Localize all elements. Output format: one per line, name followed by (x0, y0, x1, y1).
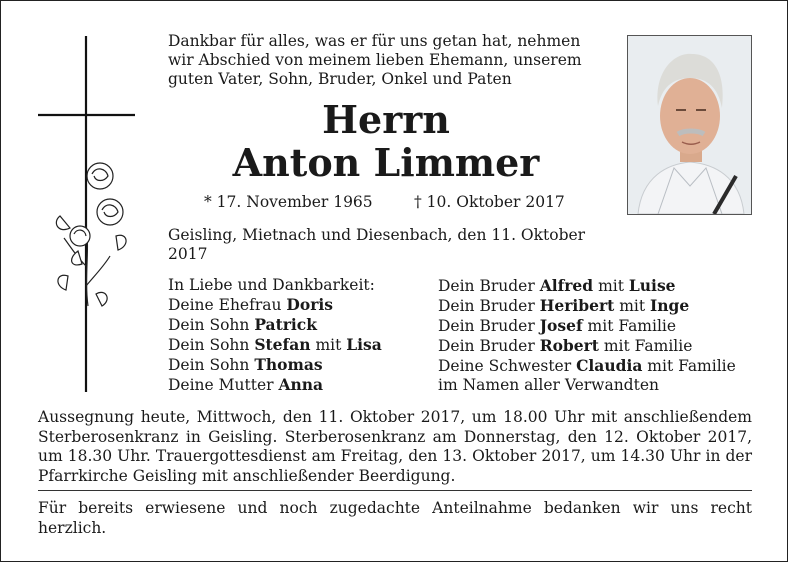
service-details: Aussegnung heute, Mittwoch, den 11. Oktober 2017, um 18.00 Uhr mit anschließendem Sterberosenkranz in Geisling. Sterberosenkranz am Donnerstag, den 12. Oktober 2017, um 18.30 Uhr. Trauergottesdienst am Freitag, den 13. Oktober 2017, um 14.30 Uhr in der Pfarrkirche Geisling mit anschließender Beerdigung. (38, 408, 752, 485)
mourner-relation: mit Familie (598, 337, 693, 355)
mourner-relation: Deine Ehefrau (168, 296, 287, 314)
mourner-relation: Dein Sohn (168, 316, 255, 334)
mourner-line (438, 316, 758, 336)
mourner-relation: Dein Bruder (438, 317, 540, 335)
mourner-line (168, 335, 428, 355)
mourner-relation: Dein Bruder (438, 337, 540, 355)
mourner-relation: Dein Sohn (168, 356, 255, 374)
place-and-date: Geisling, Mietnach und Diesenbach, den 11. Oktober 2017 (168, 226, 586, 263)
birth-date: * 17. November 1965 (204, 193, 373, 211)
mourner-name: Luise (628, 276, 676, 295)
mourner-relation: Dein Bruder (438, 277, 540, 295)
mourner-relation: mit (614, 297, 651, 315)
mourner-name: Heribert (539, 296, 615, 315)
mourner-relation: mit Familie (642, 357, 736, 375)
mourner-name: Josef (539, 316, 583, 335)
mourner-relation: mit (593, 277, 629, 295)
mourner-name: Alfred (539, 276, 594, 295)
mourner-name: Patrick (254, 315, 317, 334)
mourner-line (168, 276, 428, 295)
mourner-relation: im Namen aller Verwandten (438, 376, 659, 394)
mourner-name: Thomas (254, 355, 323, 374)
mourner-relation: Dein Bruder (438, 297, 540, 315)
mourner-name: Inge (650, 296, 690, 315)
thanks-text: Für bereits erwiesene und noch zugedachte Anteilnahme bedanken wir uns recht herzlich. (38, 499, 752, 537)
death-date: † 10. Oktober 2017 (414, 193, 565, 211)
mourner-relation: In Liebe und Dankbarkeit: (168, 276, 375, 294)
mourner-line (168, 375, 428, 395)
mourner-relation: mit (310, 336, 347, 354)
mourner-name: Doris (286, 295, 333, 314)
mourner-relation: Deine Mutter (168, 376, 279, 394)
mourner-name: Anna (278, 375, 324, 394)
intro-text: Dankbar für alles, was er für uns getan hat, nehmen wir Abschied von meinem lieben Ehemann, unserem guten Vater, Sohn, Bruder, Onkel und Paten (168, 32, 582, 88)
mourner-relation: Dein Sohn (168, 336, 255, 354)
deceased-name: Anton Limmer (232, 140, 540, 185)
mourner-relation: Deine Schwester (438, 357, 577, 375)
portrait-photo (627, 35, 752, 215)
mourner-line (168, 315, 428, 335)
mourner-name: Robert (539, 336, 599, 355)
mourner-name: Lisa (346, 335, 382, 354)
divider (38, 490, 752, 491)
mourner-line (438, 376, 758, 395)
mourner-name: Claudia (576, 356, 643, 375)
mourner-name: Stefan (254, 335, 311, 354)
cross-with-roses-icon (38, 36, 138, 392)
mourner-line (438, 276, 758, 296)
mourner-line (168, 295, 428, 315)
mourners-left-list (168, 276, 428, 395)
mourner-line (438, 336, 758, 356)
mourner-line (438, 356, 758, 376)
mourner-line (438, 296, 758, 316)
mourner-relation: mit Familie (582, 317, 677, 335)
name-title: Herrn (322, 97, 450, 142)
mourners-right-list (438, 276, 758, 395)
mourner-line (168, 355, 428, 375)
